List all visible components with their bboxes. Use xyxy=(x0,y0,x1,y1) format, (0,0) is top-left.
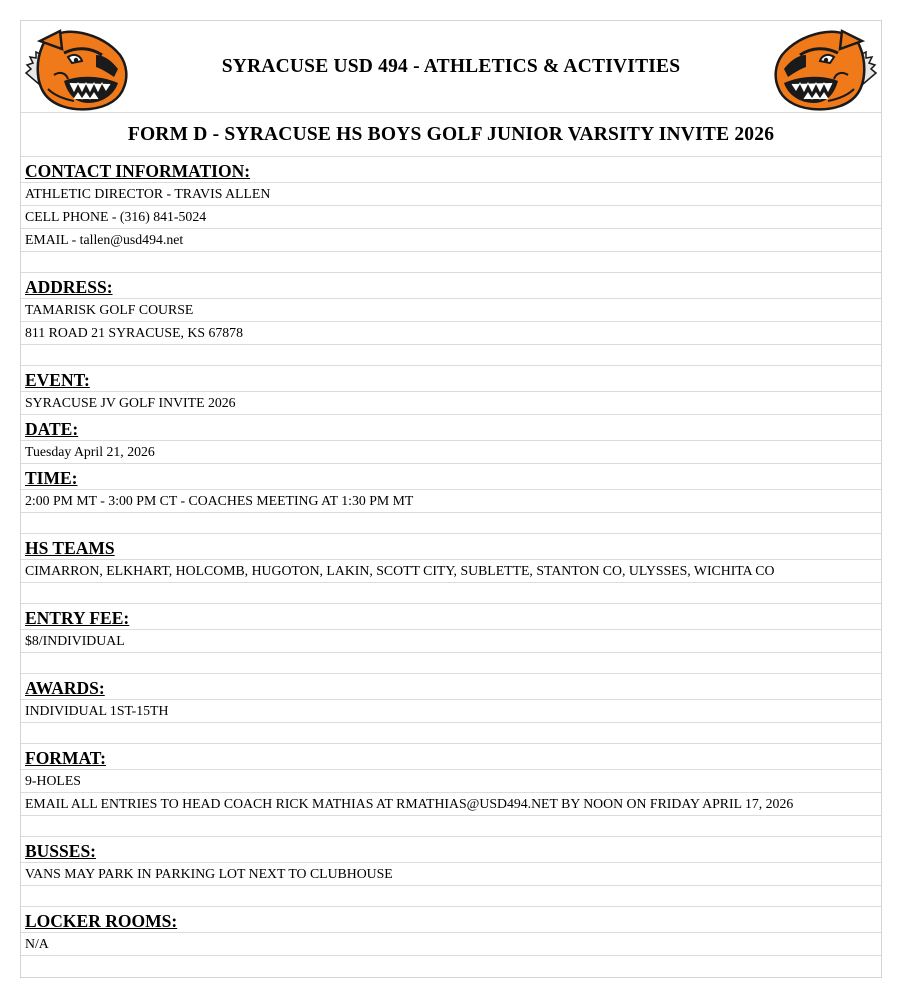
section-heading-event: EVENT: xyxy=(21,366,881,392)
entry-fee-line: $8/INDIVIDUAL xyxy=(21,630,881,653)
section-heading-contact: CONTACT INFORMATION: xyxy=(21,157,881,183)
bulldog-mascot-icon xyxy=(770,25,878,111)
form-title: FORM D - SYRACUSE HS BOYS GOLF JUNIOR VARSITY INVITE 2026 xyxy=(21,113,881,157)
page-title: SYRACUSE USD 494 - ATHLETICS & ACTIVITIES xyxy=(221,56,681,77)
section-heading-address: ADDRESS: xyxy=(21,273,881,299)
section-heading-locker-rooms: LOCKER ROOMS: xyxy=(21,907,881,933)
spacer-row xyxy=(21,723,881,744)
section-heading-date: DATE: xyxy=(21,415,881,441)
spacer-row xyxy=(21,653,881,674)
format-line: 9-HOLES xyxy=(21,770,881,793)
teams-line: CIMARRON, ELKHART, HOLCOMB, HUGOTON, LAKIN, SCOTT CITY, SUBLETTE, STANTON CO, ULYSSES, WICHITA CO xyxy=(21,560,881,583)
header-row xyxy=(21,21,881,113)
section-heading-awards: AWARDS: xyxy=(21,674,881,700)
address-line: TAMARISK GOLF COURSE xyxy=(21,299,881,322)
section-heading-entry-fee: ENTRY FEE: xyxy=(21,604,881,630)
time-line: 2:00 PM MT - 3:00 PM CT - COACHES MEETING AT 1:30 PM MT xyxy=(21,490,881,513)
date-line: Tuesday April 21, 2026 xyxy=(21,441,881,464)
awards-line: INDIVIDUAL 1ST-15TH xyxy=(21,700,881,723)
spacer-row xyxy=(21,345,881,366)
address-line: 811 ROAD 21 SYRACUSE, KS 67878 xyxy=(21,322,881,345)
spacer-row xyxy=(21,886,881,907)
format-line: EMAIL ALL ENTRIES TO HEAD COACH RICK MATHIAS AT RMATHIAS@USD494.NET BY NOON ON FRIDAY APRIL 17, 2026 xyxy=(21,793,881,816)
locker-rooms-line: N/A xyxy=(21,933,881,956)
spacer-row xyxy=(21,513,881,534)
contact-line: EMAIL - tallen@usd494.net xyxy=(21,229,881,252)
spacer-row xyxy=(21,252,881,273)
section-heading-busses: BUSSES: xyxy=(21,837,881,863)
form-sheet xyxy=(20,20,882,978)
event-line: SYRACUSE JV GOLF INVITE 2026 xyxy=(21,392,881,415)
spacer-row xyxy=(21,956,881,977)
section-heading-format: FORMAT: xyxy=(21,744,881,770)
spacer-row xyxy=(21,816,881,837)
contact-line: CELL PHONE - (316) 841-5024 xyxy=(21,206,881,229)
contact-line: ATHLETIC DIRECTOR - TRAVIS ALLEN xyxy=(21,183,881,206)
spacer-row xyxy=(21,583,881,604)
section-heading-time: TIME: xyxy=(21,464,881,490)
section-heading-teams: HS TEAMS xyxy=(21,534,881,560)
busses-line: VANS MAY PARK IN PARKING LOT NEXT TO CLUBHOUSE xyxy=(21,863,881,886)
